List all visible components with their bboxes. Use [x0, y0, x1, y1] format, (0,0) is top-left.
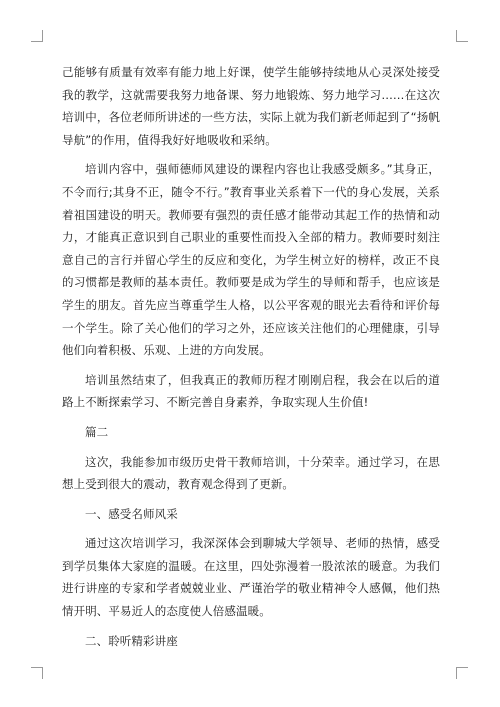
crop-mark-bottom-right [456, 667, 468, 679]
heading-two: 二、聆听精彩讲座 [85, 633, 178, 648]
heading-one: 一、感受名师风采 [85, 506, 178, 521]
paragraph-conclusion: 培训虽然结束了，但我真正的教师历程才刚刚启程，我会在以后的道路上不断探索学习、不断完善自身素养，争取实现人生价值! [62, 372, 440, 410]
crop-mark-top-right [456, 30, 468, 42]
crop-mark-bottom-left [31, 667, 43, 679]
section-title-part-two: 篇二 [85, 424, 109, 439]
document-body [62, 61, 440, 652]
paragraph-ethics: 培训内容中，强师德师风建设的课程内容也让我感受颇多。”其身正，不令而行;其身不正，随令不行。”教育事业关系着下一代的身心发展，关系着祖国建设的明天。教师要有强烈的责任感才能带动其起工作的热情和动力，才能真正意识到自己职业的重要性而投入全部的精力。教师要时刻注意自己的言行并留心学生的反应和变化，为学生树立好的榜样，改正不良的习惯都是教师的基本责任。教师要是成为学生的导师和帮手，也应该是学生的朋友。首先应当尊重学生人格，以公平客观的眼光去看待和评价每一个学生。除了关心他们的学习之外，还应该关注他们的心理健康，引导他们向着积极、乐观、上进的方向发展。 [62, 162, 440, 358]
paragraph-teachers: 通过这次培训学习，我深深体会到聊城大学领导、老师的热情，感受到学员集体大家庭的温暖。在这里，四处弥漫着一股浓浓的暖意。为我们进行讲座的专家和学者兢兢业业、严谨治学的敬业精神令人感佩，他们热情开明、平易近人的态度使人倍感温暖。 [62, 536, 440, 619]
crop-mark-top-left [31, 30, 43, 42]
paragraph-continuation: 己能够有质量有效率有能力地上好课，使学生能够持续地从心灵深处接受我的教学，这就需要我努力地备课、努力地锻炼、努力地学习……在这次培训中，各位老师所讲述的一些方法，实际上就为我们新老师起到了“扬帆导航”的作用，值得我好好地吸收和采纳。 [62, 65, 440, 147]
paragraph-intro: 这次，我能参加市级历史骨干教师培训，十分荣幸。通过学习，在思想上受到很大的震动，教育观念得到了更新。 [62, 454, 440, 492]
